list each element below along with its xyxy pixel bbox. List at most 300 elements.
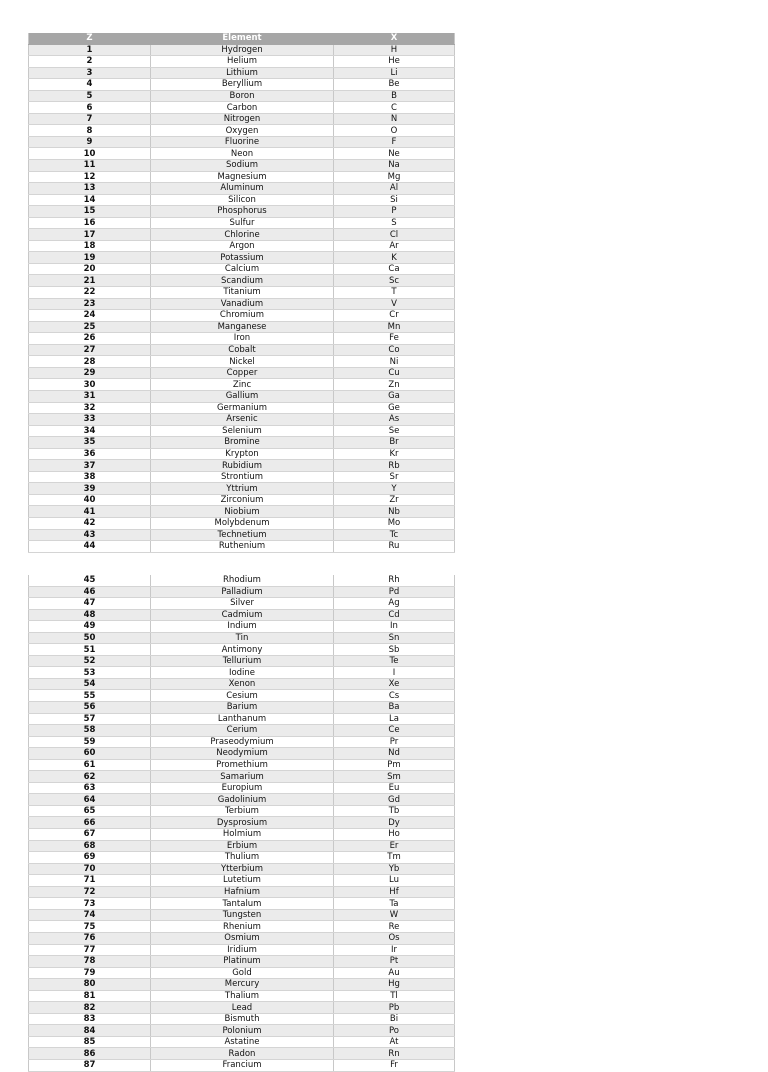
table-row <box>29 632 455 644</box>
cell-atomic-number: 65 <box>29 805 151 817</box>
cell-symbol: C <box>334 102 455 114</box>
cell-element-name: Promethium <box>151 759 334 771</box>
cell-element-name: Terbium <box>151 805 334 817</box>
cell-element-name: Holmium <box>151 829 334 841</box>
table-row <box>29 471 455 483</box>
cell-symbol: Hg <box>334 979 455 991</box>
cell-element-name: Iodine <box>151 667 334 679</box>
cell-atomic-number: 76 <box>29 932 151 944</box>
table-row <box>29 194 455 206</box>
cell-atomic-number: 17 <box>29 229 151 241</box>
table-row <box>29 609 455 621</box>
cell-symbol: Gd <box>334 794 455 806</box>
table-row <box>29 863 455 875</box>
cell-atomic-number: 64 <box>29 794 151 806</box>
cell-atomic-number: 84 <box>29 1025 151 1037</box>
cell-symbol: Te <box>334 655 455 667</box>
table-row <box>29 667 455 679</box>
cell-element-name: Dysprosium <box>151 817 334 829</box>
table-row <box>29 321 455 333</box>
table-row <box>29 44 455 56</box>
table-row <box>29 217 455 229</box>
table-row <box>29 794 455 806</box>
table-row <box>29 875 455 887</box>
cell-symbol: Y <box>334 483 455 495</box>
cell-atomic-number: 25 <box>29 321 151 333</box>
cell-atomic-number: 77 <box>29 944 151 956</box>
cell-atomic-number: 5 <box>29 90 151 102</box>
cell-atomic-number: 37 <box>29 460 151 472</box>
table-row <box>29 1059 455 1071</box>
cell-atomic-number: 15 <box>29 206 151 218</box>
table-row <box>29 171 455 183</box>
cell-atomic-number: 87 <box>29 1059 151 1071</box>
table-row <box>29 67 455 79</box>
cell-symbol: Mg <box>334 171 455 183</box>
cell-element-name: Platinum <box>151 956 334 968</box>
cell-symbol: Zr <box>334 494 455 506</box>
cell-atomic-number: 39 <box>29 483 151 495</box>
cell-symbol: Cs <box>334 690 455 702</box>
cell-symbol: Be <box>334 79 455 91</box>
cell-atomic-number: 36 <box>29 448 151 460</box>
cell-element-name: Beryllium <box>151 79 334 91</box>
cell-atomic-number: 41 <box>29 506 151 518</box>
cell-element-name: Sodium <box>151 160 334 172</box>
table-row <box>29 298 455 310</box>
table-row <box>29 148 455 160</box>
cell-atomic-number: 45 <box>29 575 151 586</box>
cell-symbol: Pr <box>334 736 455 748</box>
cell-atomic-number: 50 <box>29 632 151 644</box>
cell-element-name: Argon <box>151 240 334 252</box>
cell-element-name: Bismuth <box>151 1013 334 1025</box>
cell-element-name: Aluminum <box>151 183 334 195</box>
cell-atomic-number: 61 <box>29 759 151 771</box>
cell-symbol: Po <box>334 1025 455 1037</box>
cell-atomic-number: 30 <box>29 379 151 391</box>
cell-element-name: Nitrogen <box>151 113 334 125</box>
table-row <box>29 275 455 287</box>
cell-symbol: Au <box>334 967 455 979</box>
table-header-row <box>29 33 455 44</box>
table-row <box>29 437 455 449</box>
cell-symbol: Pm <box>334 759 455 771</box>
cell-symbol: Xe <box>334 678 455 690</box>
cell-atomic-number: 40 <box>29 494 151 506</box>
cell-symbol: Rh <box>334 575 455 586</box>
table-row <box>29 713 455 725</box>
cell-symbol: Pb <box>334 1002 455 1014</box>
cell-element-name: Lanthanum <box>151 713 334 725</box>
table-row <box>29 460 455 472</box>
cell-element-name: Tellurium <box>151 655 334 667</box>
cell-element-name: Yttrium <box>151 483 334 495</box>
cell-symbol: La <box>334 713 455 725</box>
table-row <box>29 136 455 148</box>
cell-atomic-number: 80 <box>29 979 151 991</box>
table-row <box>29 909 455 921</box>
table-row <box>29 263 455 275</box>
cell-symbol: Tc <box>334 529 455 541</box>
table-row <box>29 356 455 368</box>
cell-element-name: Cadmium <box>151 609 334 621</box>
cell-element-name: Tantalum <box>151 898 334 910</box>
table-row <box>29 113 455 125</box>
cell-atomic-number: 72 <box>29 886 151 898</box>
table-row <box>29 1025 455 1037</box>
cell-symbol: Cr <box>334 310 455 322</box>
cell-atomic-number: 12 <box>29 171 151 183</box>
cell-atomic-number: 46 <box>29 586 151 598</box>
cell-atomic-number: 69 <box>29 852 151 864</box>
cell-element-name: Silver <box>151 598 334 610</box>
cell-symbol: W <box>334 909 455 921</box>
cell-atomic-number: 6 <box>29 102 151 114</box>
cell-element-name: Gadolinium <box>151 794 334 806</box>
cell-element-name: Neodymium <box>151 748 334 760</box>
cell-symbol: Eu <box>334 782 455 794</box>
cell-element-name: Tin <box>151 632 334 644</box>
table-row <box>29 990 455 1002</box>
cell-element-name: Europium <box>151 782 334 794</box>
cell-element-name: Chromium <box>151 310 334 322</box>
cell-symbol: Si <box>334 194 455 206</box>
cell-symbol: O <box>334 125 455 137</box>
cell-symbol: T <box>334 287 455 299</box>
cell-element-name: Iridium <box>151 944 334 956</box>
cell-atomic-number: 35 <box>29 437 151 449</box>
table-row <box>29 90 455 102</box>
table-row <box>29 956 455 968</box>
cell-symbol: Tl <box>334 990 455 1002</box>
cell-element-name: Tungsten <box>151 909 334 921</box>
cell-element-name: Osmium <box>151 932 334 944</box>
cell-element-name: Antimony <box>151 644 334 656</box>
cell-atomic-number: 21 <box>29 275 151 287</box>
cell-atomic-number: 9 <box>29 136 151 148</box>
cell-element-name: Niobium <box>151 506 334 518</box>
cell-symbol: Na <box>334 160 455 172</box>
table-row <box>29 1013 455 1025</box>
cell-symbol: Mn <box>334 321 455 333</box>
table-row <box>29 229 455 241</box>
table-row <box>29 932 455 944</box>
cell-symbol: Sb <box>334 644 455 656</box>
cell-element-name: Boron <box>151 90 334 102</box>
table-row <box>29 852 455 864</box>
cell-symbol: Ta <box>334 898 455 910</box>
table-row <box>29 390 455 402</box>
cell-atomic-number: 82 <box>29 1002 151 1014</box>
table-row <box>29 771 455 783</box>
cell-symbol: H <box>334 44 455 56</box>
table-row <box>29 125 455 137</box>
cell-atomic-number: 32 <box>29 402 151 414</box>
cell-symbol: Bi <box>334 1013 455 1025</box>
table-row <box>29 736 455 748</box>
cell-element-name: Vanadium <box>151 298 334 310</box>
cell-symbol: Ho <box>334 829 455 841</box>
table-row <box>29 644 455 656</box>
cell-element-name: Nickel <box>151 356 334 368</box>
elements-table-block-2 <box>28 575 455 1072</box>
cell-element-name: Astatine <box>151 1036 334 1048</box>
cell-atomic-number: 57 <box>29 713 151 725</box>
cell-symbol: Cl <box>334 229 455 241</box>
table-row <box>29 1036 455 1048</box>
cell-atomic-number: 1 <box>29 44 151 56</box>
cell-symbol: Nd <box>334 748 455 760</box>
cell-element-name: Francium <box>151 1059 334 1071</box>
table-row <box>29 448 455 460</box>
cell-atomic-number: 11 <box>29 160 151 172</box>
cell-symbol: Ir <box>334 944 455 956</box>
cell-element-name: Praseodymium <box>151 736 334 748</box>
cell-symbol: Co <box>334 344 455 356</box>
cell-atomic-number: 20 <box>29 263 151 275</box>
cell-atomic-number: 7 <box>29 113 151 125</box>
cell-atomic-number: 79 <box>29 967 151 979</box>
cell-element-name: Cerium <box>151 725 334 737</box>
table-row <box>29 206 455 218</box>
cell-symbol: Tm <box>334 852 455 864</box>
table-row <box>29 678 455 690</box>
cell-element-name: Rhenium <box>151 921 334 933</box>
cell-atomic-number: 16 <box>29 217 151 229</box>
cell-element-name: Sulfur <box>151 217 334 229</box>
cell-symbol: Ag <box>334 598 455 610</box>
table-row <box>29 287 455 299</box>
cell-symbol: V <box>334 298 455 310</box>
table-row <box>29 402 455 414</box>
cell-symbol: Ca <box>334 263 455 275</box>
cell-symbol: Ni <box>334 356 455 368</box>
cell-symbol: Os <box>334 932 455 944</box>
table-row <box>29 575 455 586</box>
cell-element-name: Magnesium <box>151 171 334 183</box>
cell-symbol: Tb <box>334 805 455 817</box>
cell-atomic-number: 86 <box>29 1048 151 1060</box>
table-row <box>29 1048 455 1060</box>
cell-symbol: Pd <box>334 586 455 598</box>
cell-symbol: Rn <box>334 1048 455 1060</box>
cell-atomic-number: 49 <box>29 621 151 633</box>
cell-atomic-number: 66 <box>29 817 151 829</box>
cell-atomic-number: 42 <box>29 517 151 529</box>
cell-symbol: I <box>334 667 455 679</box>
cell-element-name: Oxygen <box>151 125 334 137</box>
table-row <box>29 944 455 956</box>
table-row <box>29 102 455 114</box>
cell-element-name: Thalium <box>151 990 334 1002</box>
cell-symbol: Fe <box>334 333 455 345</box>
cell-atomic-number: 27 <box>29 344 151 356</box>
table-row <box>29 759 455 771</box>
cell-atomic-number: 55 <box>29 690 151 702</box>
table-row <box>29 840 455 852</box>
cell-symbol: Ce <box>334 725 455 737</box>
cell-atomic-number: 18 <box>29 240 151 252</box>
table-row <box>29 655 455 667</box>
cell-element-name: Barium <box>151 702 334 714</box>
cell-symbol: Kr <box>334 448 455 460</box>
cell-symbol: Sc <box>334 275 455 287</box>
table-body-block-1 <box>29 44 455 552</box>
cell-element-name: Arsenic <box>151 414 334 426</box>
cell-atomic-number: 24 <box>29 310 151 322</box>
cell-element-name: Ruthenium <box>151 541 334 553</box>
table-row <box>29 517 455 529</box>
table-row <box>29 414 455 426</box>
cell-atomic-number: 23 <box>29 298 151 310</box>
elements-table-block-1 <box>28 33 455 553</box>
cell-atomic-number: 29 <box>29 367 151 379</box>
table-row <box>29 782 455 794</box>
cell-element-name: Technetium <box>151 529 334 541</box>
cell-element-name: Indium <box>151 621 334 633</box>
cell-atomic-number: 68 <box>29 840 151 852</box>
table-row <box>29 160 455 172</box>
cell-symbol: N <box>334 113 455 125</box>
cell-symbol: Se <box>334 425 455 437</box>
cell-symbol: Ba <box>334 702 455 714</box>
cell-atomic-number: 4 <box>29 79 151 91</box>
table-row <box>29 310 455 322</box>
cell-symbol: Hf <box>334 886 455 898</box>
cell-atomic-number: 70 <box>29 863 151 875</box>
table-row <box>29 56 455 68</box>
table-row <box>29 367 455 379</box>
table-row <box>29 379 455 391</box>
cell-atomic-number: 28 <box>29 356 151 368</box>
table-row <box>29 725 455 737</box>
cell-element-name: Cesium <box>151 690 334 702</box>
cell-element-name: Lead <box>151 1002 334 1014</box>
cell-symbol: Ru <box>334 541 455 553</box>
table-row <box>29 598 455 610</box>
table-row <box>29 690 455 702</box>
cell-symbol: Ge <box>334 402 455 414</box>
cell-symbol: As <box>334 414 455 426</box>
table-row <box>29 483 455 495</box>
cell-symbol: In <box>334 621 455 633</box>
cell-symbol: Zn <box>334 379 455 391</box>
cell-element-name: Neon <box>151 148 334 160</box>
column-header-symbol: X <box>334 33 455 44</box>
table-row <box>29 898 455 910</box>
cell-symbol: F <box>334 136 455 148</box>
cell-symbol: Re <box>334 921 455 933</box>
table-row <box>29 921 455 933</box>
table-row <box>29 817 455 829</box>
cell-atomic-number: 56 <box>29 702 151 714</box>
cell-element-name: Carbon <box>151 102 334 114</box>
cell-atomic-number: 47 <box>29 598 151 610</box>
table-row <box>29 541 455 553</box>
cell-symbol: Er <box>334 840 455 852</box>
cell-atomic-number: 34 <box>29 425 151 437</box>
cell-element-name: Palladium <box>151 586 334 598</box>
table-row <box>29 979 455 991</box>
table-row <box>29 621 455 633</box>
cell-atomic-number: 26 <box>29 333 151 345</box>
table-row <box>29 829 455 841</box>
cell-atomic-number: 58 <box>29 725 151 737</box>
cell-element-name: Silicon <box>151 194 334 206</box>
cell-element-name: Germanium <box>151 402 334 414</box>
cell-atomic-number: 48 <box>29 609 151 621</box>
cell-atomic-number: 22 <box>29 287 151 299</box>
cell-atomic-number: 71 <box>29 875 151 887</box>
cell-element-name: Erbium <box>151 840 334 852</box>
cell-symbol: Sn <box>334 632 455 644</box>
table-row <box>29 805 455 817</box>
table-row <box>29 529 455 541</box>
table-row <box>29 886 455 898</box>
cell-atomic-number: 85 <box>29 1036 151 1048</box>
table-row <box>29 252 455 264</box>
table-row <box>29 425 455 437</box>
cell-element-name: Selenium <box>151 425 334 437</box>
cell-symbol: Li <box>334 67 455 79</box>
cell-atomic-number: 31 <box>29 390 151 402</box>
cell-element-name: Scandium <box>151 275 334 287</box>
cell-atomic-number: 75 <box>29 921 151 933</box>
table-row <box>29 333 455 345</box>
cell-atomic-number: 19 <box>29 252 151 264</box>
cell-symbol: Yb <box>334 863 455 875</box>
cell-atomic-number: 67 <box>29 829 151 841</box>
table-row <box>29 240 455 252</box>
cell-atomic-number: 3 <box>29 67 151 79</box>
cell-atomic-number: 10 <box>29 148 151 160</box>
cell-atomic-number: 44 <box>29 541 151 553</box>
cell-symbol: Fr <box>334 1059 455 1071</box>
cell-element-name: Strontium <box>151 471 334 483</box>
cell-symbol: Lu <box>334 875 455 887</box>
cell-element-name: Fluorine <box>151 136 334 148</box>
cell-atomic-number: 51 <box>29 644 151 656</box>
cell-symbol: Rb <box>334 460 455 472</box>
cell-element-name: Copper <box>151 367 334 379</box>
cell-element-name: Thulium <box>151 852 334 864</box>
cell-element-name: Phosphorus <box>151 206 334 218</box>
cell-element-name: Zirconium <box>151 494 334 506</box>
cell-atomic-number: 53 <box>29 667 151 679</box>
cell-symbol: S <box>334 217 455 229</box>
cell-element-name: Samarium <box>151 771 334 783</box>
cell-symbol: Dy <box>334 817 455 829</box>
cell-element-name: Bromine <box>151 437 334 449</box>
cell-element-name: Rhodium <box>151 575 334 586</box>
cell-symbol: Sr <box>334 471 455 483</box>
cell-element-name: Manganese <box>151 321 334 333</box>
cell-element-name: Mercury <box>151 979 334 991</box>
cell-atomic-number: 62 <box>29 771 151 783</box>
cell-atomic-number: 43 <box>29 529 151 541</box>
cell-element-name: Gallium <box>151 390 334 402</box>
cell-symbol: Al <box>334 183 455 195</box>
cell-element-name: Hafnium <box>151 886 334 898</box>
cell-symbol: At <box>334 1036 455 1048</box>
cell-element-name: Helium <box>151 56 334 68</box>
cell-atomic-number: 14 <box>29 194 151 206</box>
cell-element-name: Molybdenum <box>151 517 334 529</box>
cell-atomic-number: 54 <box>29 678 151 690</box>
table-row <box>29 506 455 518</box>
table-row <box>29 183 455 195</box>
